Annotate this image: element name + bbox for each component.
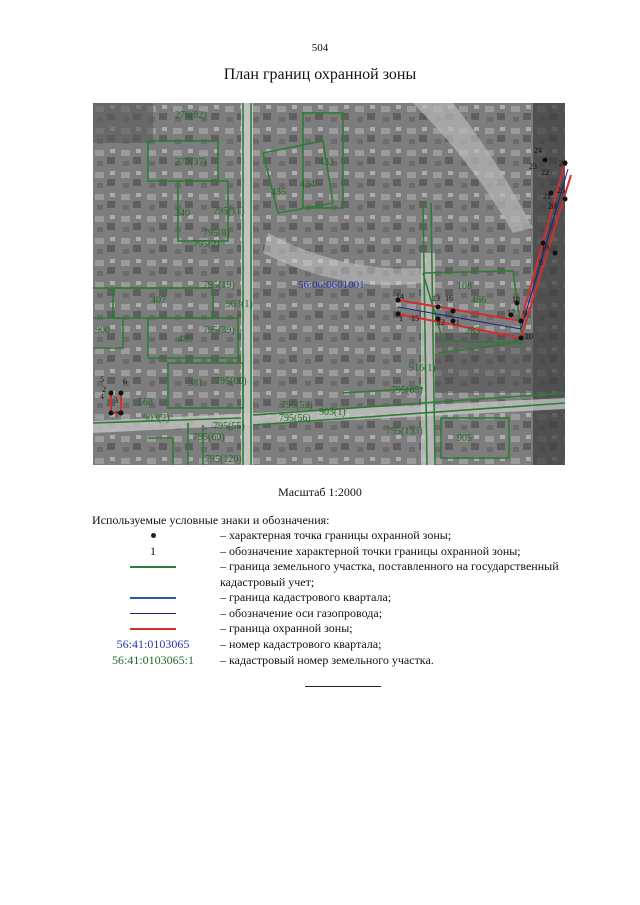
page-number: 504 — [311, 42, 329, 54]
legend-intro: Используемые условные знаки и обозначения: — [92, 513, 330, 527]
legend-item — [92, 637, 592, 653]
parcel-label: 795(85) — [391, 385, 423, 396]
point-number: 2 — [102, 385, 106, 394]
parcel-label: 903(1) — [226, 299, 253, 310]
parcel-label: 568 — [138, 397, 153, 408]
point-number: 6 — [123, 377, 127, 386]
parcel-label: 272(37) — [175, 157, 207, 168]
parcel-label: 466 — [471, 295, 486, 306]
parcel-label: 903(1) — [319, 407, 346, 418]
green-line-icon — [130, 566, 176, 568]
point-number: 16 — [445, 294, 453, 303]
parcel-label: 795(53) — [281, 400, 313, 411]
point-marker-icon — [151, 533, 156, 538]
legend-item — [92, 528, 592, 544]
point-number: 1 — [399, 314, 403, 323]
parcel-label: 795(120) — [205, 454, 242, 465]
point-number: 18 — [512, 295, 520, 304]
legend-item — [92, 621, 592, 637]
legend-symbol-text: 56:41:0103065:1 — [111, 652, 194, 667]
point-number: 9 — [523, 309, 527, 318]
point-number: 8 — [539, 258, 543, 267]
parcel-label: 903(2) — [143, 413, 170, 424]
parcel-label: 795(55) — [213, 421, 245, 432]
point-number: 23 — [529, 162, 537, 171]
legend-text: – граница охранной зоны; — [220, 621, 353, 636]
point-number: 17 — [507, 308, 515, 317]
parcel-label: 434 — [300, 179, 315, 190]
parcel-label: 916(1) — [409, 363, 436, 374]
legend-text: – граница земельного участка, поставленного на государственный кадастровый учет; — [220, 559, 559, 589]
legend-text: – граница кадастрового квартала; — [220, 590, 392, 605]
parcel-label: 340 — [175, 208, 190, 219]
legend-item — [92, 590, 592, 606]
point-number: 24 — [534, 146, 542, 155]
parcel-label: 407 — [151, 295, 166, 306]
legend-item — [92, 653, 592, 669]
legend-symbol-text: 56:41:0103065 — [116, 636, 190, 651]
parcel-label: 795(11) — [213, 206, 245, 217]
parcel-label: 480 — [178, 334, 193, 345]
blue-line-icon — [130, 597, 176, 599]
legend — [92, 528, 592, 668]
point-number: 20 — [548, 202, 556, 211]
end-rule — [305, 686, 381, 687]
parcel-label: 108 — [457, 281, 472, 292]
point-number: 19 — [541, 243, 549, 252]
point-number: 22 — [541, 168, 549, 177]
parcel-label: 905 — [457, 433, 472, 444]
point-number: 11 — [452, 318, 460, 327]
point-number: 13 — [432, 294, 440, 303]
parcel-label: 435 — [271, 187, 286, 198]
point-number: 15 — [411, 314, 419, 323]
red-line-icon — [130, 628, 176, 630]
legend-text: – характерная точка границы охранной зоны; — [220, 528, 452, 542]
parcel-label: 795(56) — [279, 413, 311, 424]
parcel-label: 795(60) — [193, 432, 225, 443]
parcel-label: 433 — [319, 157, 334, 168]
point-number: 26 — [559, 159, 567, 168]
legend-item — [92, 606, 592, 622]
parcel-label: 900 — [95, 325, 110, 336]
legend-item — [92, 544, 592, 560]
legend-text: – кадастровый номер земельного участка. — [220, 652, 434, 667]
map-image — [93, 103, 565, 465]
thin-line-icon — [130, 613, 176, 614]
parcel-label: 795(19) — [203, 280, 235, 291]
parcel-label: 795(39) — [203, 325, 235, 336]
legend-symbol-text: 1 — [150, 543, 156, 558]
cadastral-map — [93, 103, 565, 465]
legend-text: – обозначение характерной точки границы охранной зоны; — [220, 543, 521, 558]
parcel-label: 795(60) — [215, 376, 247, 387]
point-number: 3 — [114, 396, 118, 405]
point-number: 5 — [100, 375, 104, 384]
quarter-number: 56:06:0601001 — [298, 279, 365, 291]
map-scale: Масштаб 1:2000 — [278, 485, 362, 499]
parcel-label: 278(82) — [175, 110, 207, 121]
legend-item — [92, 559, 592, 590]
point-number: 25 — [557, 186, 565, 195]
parcel-label: 795(2) — [193, 239, 220, 250]
parcel-label: 795(8) — [203, 228, 230, 239]
parcel-label: 283 — [465, 326, 480, 337]
point-number: 14 — [396, 292, 404, 301]
page-title: План границ охранной зоны — [223, 66, 417, 83]
point-number: 10 — [525, 332, 533, 341]
parcel-label: 795(133) — [386, 426, 423, 437]
point-number: 4 — [100, 392, 104, 401]
legend-text: – номер кадастрового квартала; — [220, 636, 382, 651]
point-number: 12 — [437, 318, 445, 327]
parcel-label: 381 — [188, 378, 203, 389]
point-number: 21 — [543, 192, 551, 201]
legend-text: – обозначение оси газопровода; — [220, 605, 383, 620]
point-number: 7 — [115, 410, 119, 419]
